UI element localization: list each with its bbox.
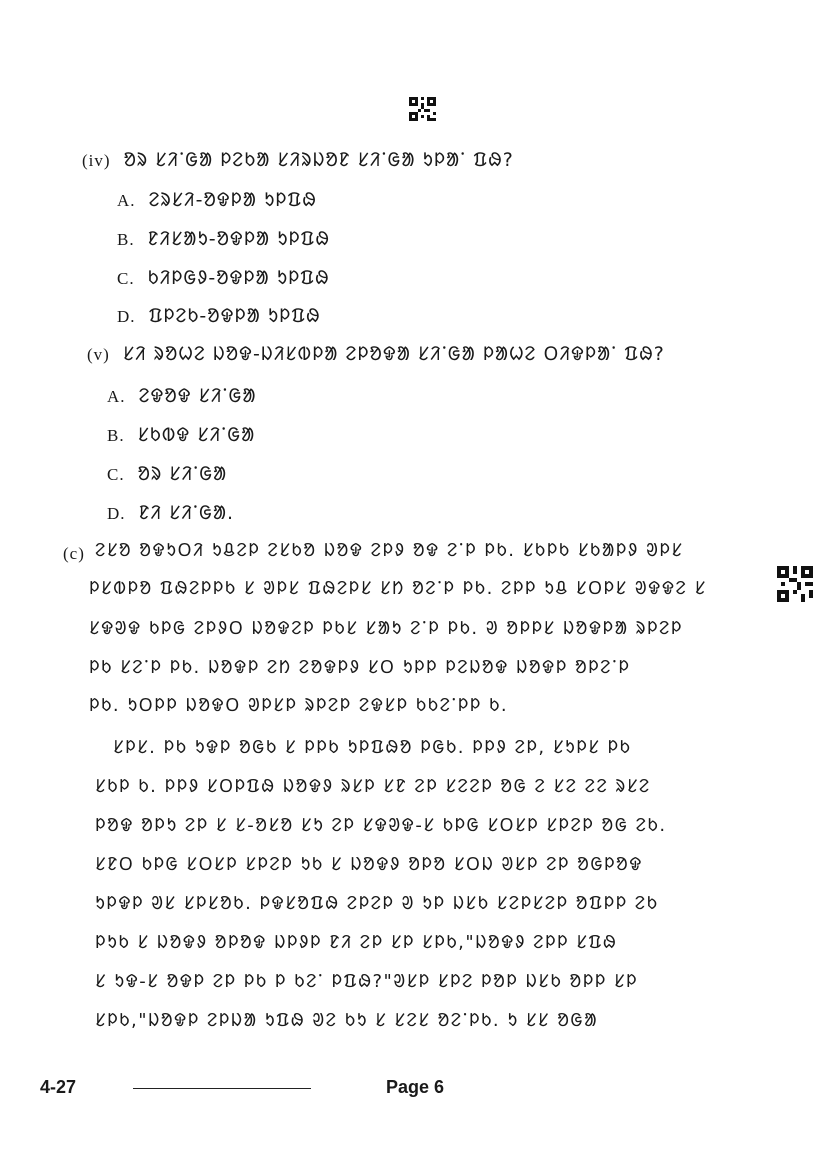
page-number: Page 6 <box>386 1077 445 1097</box>
passage-label <box>63 542 91 564</box>
option-label: B. <box>117 230 135 249</box>
option-text: ᱯᱞᱮᱠ-ᱚᱫᱞᱟ ᱩᱞᱯᱷ <box>148 305 321 327</box>
option-text: ᱠᱤᱞᱜᱽ-ᱚᱫᱞᱟ ᱩᱞᱯᱷ <box>147 267 330 289</box>
option-iv-b <box>117 225 330 251</box>
passage-line: ᱩᱞᱫᱞ ᱣᱥ ᱥᱞᱥᱚᱠ. ᱞᱫᱥᱚᱯᱷ ᱮᱞᱮᱞ ᱣ ᱩᱞ ᱡᱥᱠ ᱥᱮᱞᱥᱮᱞ ᱚᱯᱞᱞ ᱮᱠ <box>95 893 659 914</box>
option-v-c <box>107 460 227 486</box>
footer-code: 4-27 <box>40 1077 77 1097</box>
qr-code-top <box>409 97 436 121</box>
passage-line: ᱞᱠ. ᱩᱛᱞᱞ ᱡᱚᱫᱛ ᱣᱞᱥᱞ ᱨᱞᱮᱞ ᱮᱫᱥᱞ ᱠᱠᱮᱸᱞᱞ ᱠ. <box>89 695 509 716</box>
option-iv-d <box>117 302 321 328</box>
option-text: ᱮᱨᱥᱤ-ᱚᱫᱞᱟ ᱩᱞᱯᱷ <box>148 189 317 211</box>
option-label: B. <box>107 426 125 445</box>
option-label: D. <box>117 307 136 326</box>
question-text: ᱥᱤ ᱨᱚᱦᱮ ᱡᱚᱫ-ᱡᱤᱥᱵᱞᱟ ᱮᱞᱚᱫᱟ ᱥᱤᱸᱜᱟ ᱞᱟᱦᱮ ᱛᱤᱫᱞᱟᱸ ᱯᱷ? <box>122 343 665 365</box>
option-text: ᱥᱠᱵᱫ ᱥᱤᱸᱜᱟ <box>137 424 256 446</box>
option-iv-a <box>117 186 317 212</box>
passage-line: ᱮᱥᱚ ᱚᱫᱩᱛᱤ ᱩᱪᱮᱞ ᱮᱥᱠᱚ ᱡᱚᱫ ᱮᱞᱽ ᱚᱫ ᱮᱸᱞ ᱞᱠ. ᱥᱠᱞᱠ ᱥᱠᱟᱞᱽ ᱣᱞᱥ <box>95 540 684 561</box>
option-label: C. <box>117 269 135 288</box>
question-v <box>87 340 665 366</box>
question-label: (iv) <box>82 151 111 170</box>
option-text: ᱮᱫᱚᱫ ᱥᱤᱸᱜᱟ <box>138 385 257 407</box>
passage-line: ᱥ ᱩᱫ-ᱥ ᱚᱫᱞ ᱮᱞ ᱞᱠ ᱞ ᱠᱮᱸ ᱞᱯᱷ?"ᱣᱥᱞ ᱥᱞᱮ ᱞᱚᱞ ᱡᱥᱠ ᱚᱞᱞ ᱥᱞ <box>95 971 639 992</box>
passage-line: ᱥᱞᱥ. ᱞᱠ ᱩᱫᱞ ᱚᱜᱠ ᱥ ᱞᱞᱠ ᱩᱞᱯᱷᱚ ᱞᱜᱠ. ᱞᱞᱽ ᱮᱞ, ᱥᱩᱞᱥ ᱞᱠ <box>113 737 632 758</box>
option-v-b <box>107 421 255 447</box>
option-v-a <box>107 382 257 408</box>
question-iv <box>82 146 514 172</box>
question-text: ᱚᱨ ᱥᱤᱸᱜᱟ ᱞᱮᱠᱟ ᱥᱤᱨᱡᱚᱱ ᱥᱤᱸᱜᱟ ᱩᱞᱟᱸ ᱯᱷ? <box>123 149 514 171</box>
passage-line: ᱥᱱᱛ ᱠᱞᱜ ᱥᱛᱥᱞ ᱥᱞᱮᱞ ᱩᱠ ᱥ ᱡᱚᱫᱽ ᱚᱞᱚ ᱥᱛᱡ ᱣᱥᱞ ᱮᱞ ᱚᱜᱞᱚᱫ <box>95 854 643 875</box>
option-label: D. <box>107 504 126 523</box>
footer-divider <box>133 1088 311 1089</box>
option-v-d <box>107 499 234 525</box>
qr-code-side <box>776 566 814 602</box>
option-label: C. <box>107 465 125 484</box>
passage-line: ᱞᱩᱠ ᱥ ᱡᱚᱫᱽ ᱚᱞᱚᱫ ᱡᱞᱽᱞ ᱱᱤ ᱮᱞ ᱥᱞ ᱥᱞᱠ,"ᱡᱚᱫᱽ ᱮᱞᱞ ᱥᱯᱷ <box>95 932 618 953</box>
option-label: A. <box>107 387 126 406</box>
passage-line: ᱥᱫᱣᱫ ᱠᱞᱜ ᱮᱞᱽᱛ ᱡᱚᱫᱮᱞ ᱞᱠᱥ ᱥᱟᱩ ᱮᱸᱞ ᱞᱠ. ᱣ ᱚᱞᱞᱥ ᱡᱚᱫᱞᱟ ᱨᱞᱮᱞ <box>89 618 683 639</box>
passage-line: ᱥᱞᱠ,"ᱡᱚᱫᱞ ᱮᱞᱡᱟ ᱩᱯᱷ ᱣᱮ ᱠᱩ ᱥ ᱥᱮᱥ ᱚᱮᱸᱞᱠ. ᱩ ᱥᱥ ᱚᱜᱟ <box>95 1010 599 1031</box>
passage-line: ᱥᱠᱞ ᱠ. ᱞᱞᱽ ᱥᱛᱞᱯᱷ ᱡᱚᱫᱽ ᱨᱥᱞ ᱥᱱ ᱮᱞ ᱥᱮᱮᱞ ᱚᱜ ᱮ ᱥᱮ ᱮᱮ ᱨᱥᱮ <box>95 776 651 797</box>
option-text: ᱚᱨ ᱥᱤᱸᱜᱟ <box>137 463 228 485</box>
question-label: (v) <box>87 345 110 364</box>
passage-line: ᱞᱠ ᱥᱮᱸᱞ ᱞᱠ. ᱡᱚᱫᱞ ᱮᱴ ᱮᱚᱫᱞᱽ ᱥᱛ ᱩᱞᱞ ᱞᱮᱡᱚᱫ ᱡᱚᱫᱞ ᱚᱞᱮᱸᱞ <box>89 657 631 678</box>
passage-label-text: (c) <box>63 544 85 563</box>
option-label: A. <box>117 191 136 210</box>
option-iv-c <box>117 264 330 290</box>
passage-line: ᱞᱚᱫ ᱚᱞᱩ ᱮᱞ ᱥ ᱥ-ᱚᱥᱚ ᱥᱩ ᱮᱞ ᱥᱫᱣᱫ-ᱥ ᱠᱞᱜ ᱥᱛᱥᱞ ᱥᱞᱮᱞ ᱚᱜ ᱮᱠ. <box>95 815 667 836</box>
option-text: ᱱᱤ ᱥᱤᱸᱜᱟ. <box>138 502 235 524</box>
option-text: ᱱᱤᱥᱟᱩ-ᱚᱫᱞᱟ ᱩᱞᱯᱷ <box>147 228 331 250</box>
passage-line: ᱞᱥᱵᱞᱚ ᱯᱷᱮᱞᱞᱠ ᱥ ᱣᱞᱥ ᱯᱷᱮᱞᱥ ᱥᱴ ᱚᱮᱸᱞ ᱞᱠ. ᱮᱞᱞ ᱩᱪ ᱥᱛᱞᱥ ᱣᱫᱫᱮ ᱥ <box>89 578 707 599</box>
